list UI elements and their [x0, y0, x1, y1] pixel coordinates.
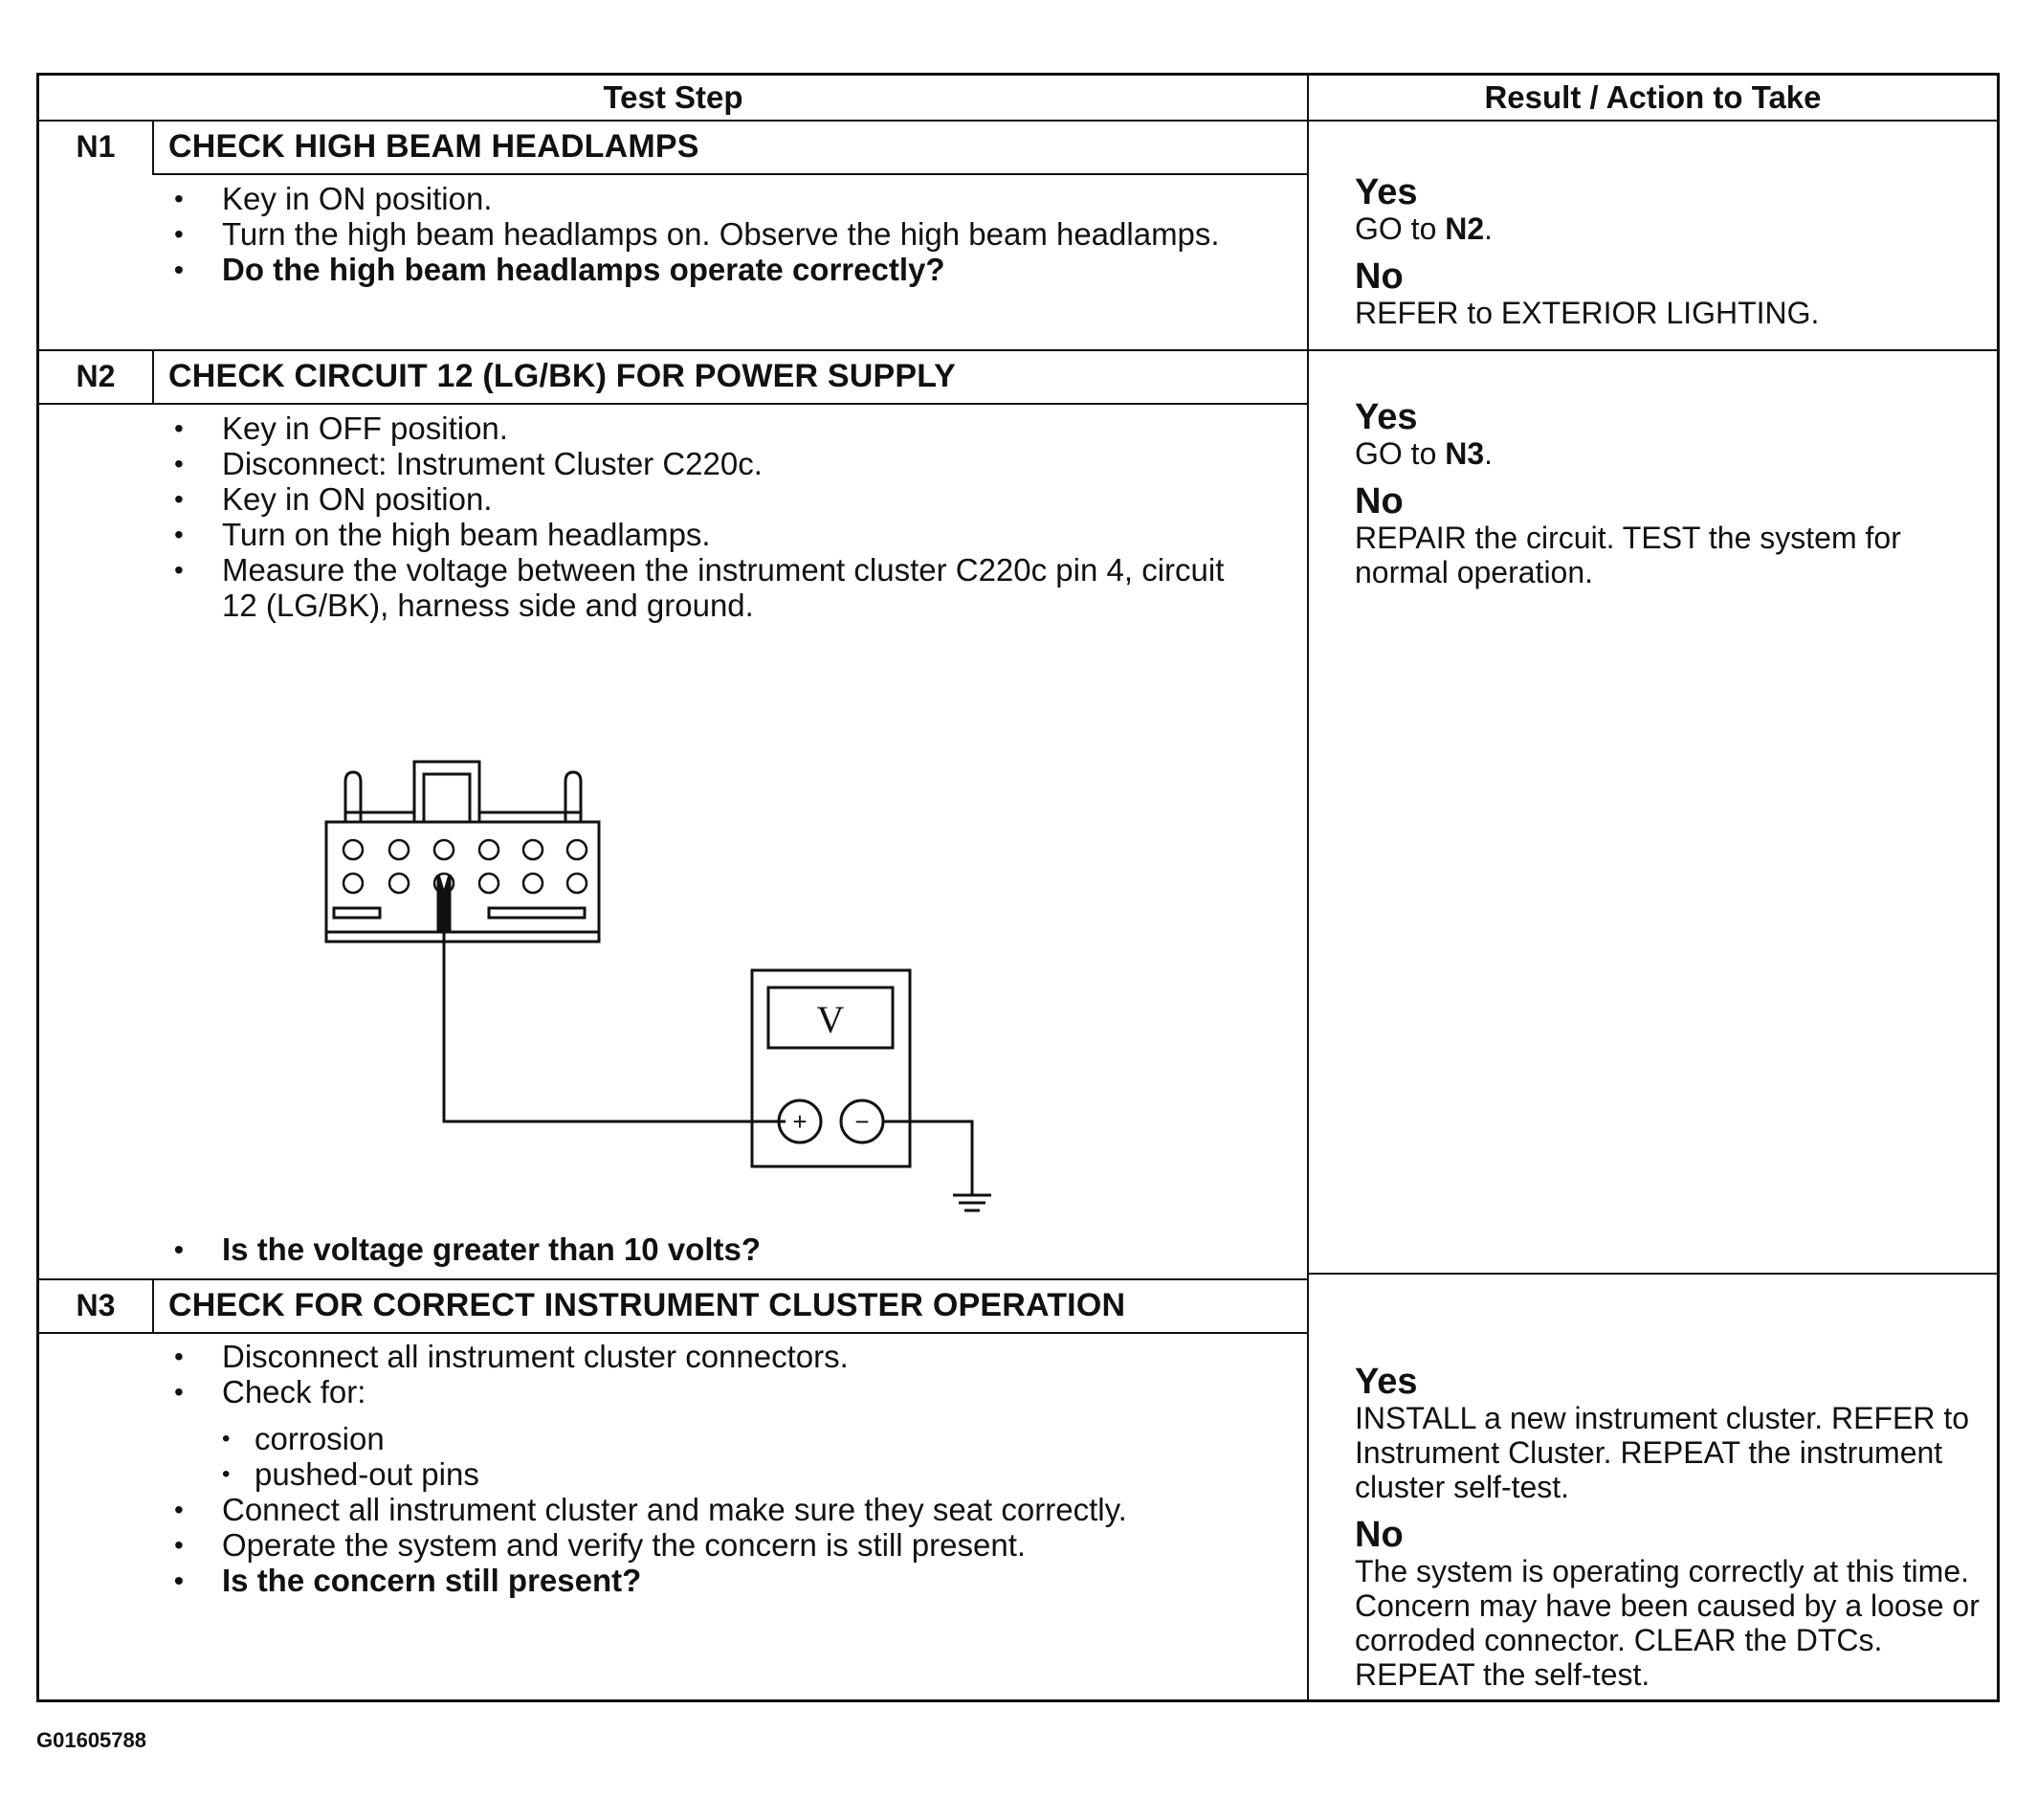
connector-key — [489, 908, 585, 918]
step-title-n3: CHECK FOR CORRECT INSTRUMENT CLUSTER OPERATION — [168, 1286, 1126, 1323]
n3-title-divider — [39, 1332, 1307, 1334]
yes-action: GO to N2. — [1355, 211, 1494, 246]
no-label: No — [1355, 256, 1404, 297]
list-item: • Turn the high beam headlamps on. Observe the high beam headlamps. — [168, 216, 1221, 252]
list-item: • Key in ON position. — [168, 481, 1259, 517]
result-n2 — [1355, 398, 1986, 601]
list-item: • Operate the system and verify the concern is still present. — [168, 1527, 1221, 1563]
n2-n3-divider-right — [1307, 1273, 1997, 1275]
connector-body — [326, 822, 599, 942]
no-label: No — [1355, 481, 1404, 522]
step-id-n1: N1 — [76, 128, 116, 164]
yes-label: Yes — [1355, 397, 1418, 437]
no-action: REPAIR the circuit. TEST the system for normal operation. — [1355, 521, 1901, 589]
list-item: • corrosion — [222, 1421, 1221, 1456]
no-label: No — [1355, 1515, 1404, 1555]
step-n3-bullets — [168, 1339, 1221, 1598]
list-item: • Key in ON position. — [168, 181, 1221, 216]
positive-lead — [444, 930, 786, 1121]
step-n1-bullets — [168, 181, 1221, 287]
result-n1 — [1355, 173, 1986, 342]
list-item: • Connect all instrument cluster and make sure they seat correctly. — [168, 1492, 1221, 1527]
no-action: REFER to EXTERIOR LIGHTING. — [1355, 296, 1820, 330]
test-probe — [438, 875, 450, 930]
no-action: The system is operating correctly at this time. Concern may have been caused by a loose or corroded connector. CLEAR the DTCs. REPEAT the self-test. — [1355, 1554, 1980, 1692]
list-item: • Disconnect all instrument cluster connectors. — [168, 1339, 1221, 1374]
step-id-n2: N2 — [76, 358, 116, 393]
n3-id-divider — [152, 1278, 154, 1332]
connector-latch-left — [345, 772, 361, 822]
list-item: • Disconnect: Instrument Cluster C220c. — [168, 446, 1259, 481]
negative-lead — [883, 1121, 972, 1195]
result-action-header: Result / Action to Take — [1484, 79, 1822, 115]
yes-label: Yes — [1355, 1362, 1418, 1402]
connector-pins — [343, 840, 587, 893]
n2-title-divider — [39, 403, 1307, 405]
n2-id-divider — [152, 349, 154, 403]
list-item: • Measure the voltage between the instrument cluster C220c pin 4, circuit 12 (LG/BK), harness side and ground. — [168, 552, 1259, 623]
step-n2-bullets — [168, 411, 1259, 623]
step-title-n2: CHECK CIRCUIT 12 (LG/BK) FOR POWER SUPPLY — [168, 357, 957, 394]
connector-key — [334, 908, 380, 918]
list-item: • Key in OFF position. — [168, 411, 1259, 446]
yes-label: Yes — [1355, 172, 1418, 212]
list-item: • Turn on the high beam headlamps. — [168, 517, 1259, 552]
list-item: • Check for: • corrosion • pushed-out pins — [168, 1374, 1221, 1492]
result-n3 — [1355, 1363, 1986, 1703]
n1-title-divider — [152, 173, 1307, 175]
step-question: • Do the high beam headlamps operate correctly? — [168, 252, 1221, 287]
check-for-list — [222, 1421, 1221, 1492]
figure-code: G01605788 — [36, 1728, 146, 1752]
connector-voltmeter-diagram — [278, 678, 1044, 1224]
list-item: • pushed-out pins — [222, 1456, 1221, 1492]
n1-id-divider — [152, 120, 154, 173]
column-divider — [1307, 76, 1309, 1699]
diagnostic-table — [36, 73, 2000, 1702]
yes-action: GO to N3. — [1355, 436, 1494, 471]
connector-lock-slot — [424, 774, 470, 822]
plus-symbol: + — [792, 1107, 808, 1136]
connector-latch-right — [565, 772, 581, 822]
step-title-n1: CHECK HIGH BEAM HEADLAMPS — [168, 127, 699, 165]
step-question: • Is the concern still present? — [168, 1563, 1221, 1598]
step-question: • Is the voltage greater than 10 volts? — [168, 1232, 1259, 1267]
yes-action: INSTALL a new instrument cluster. REFER to Instrument Cluster. REPEAT the instrument cluster self-test. — [1355, 1401, 1970, 1504]
step-n2-question — [168, 1232, 1259, 1267]
minus-symbol: − — [854, 1107, 870, 1136]
step-id-n3: N3 — [76, 1287, 116, 1322]
voltmeter-symbol: V — [816, 998, 845, 1041]
test-step-header: Test Step — [603, 79, 743, 115]
